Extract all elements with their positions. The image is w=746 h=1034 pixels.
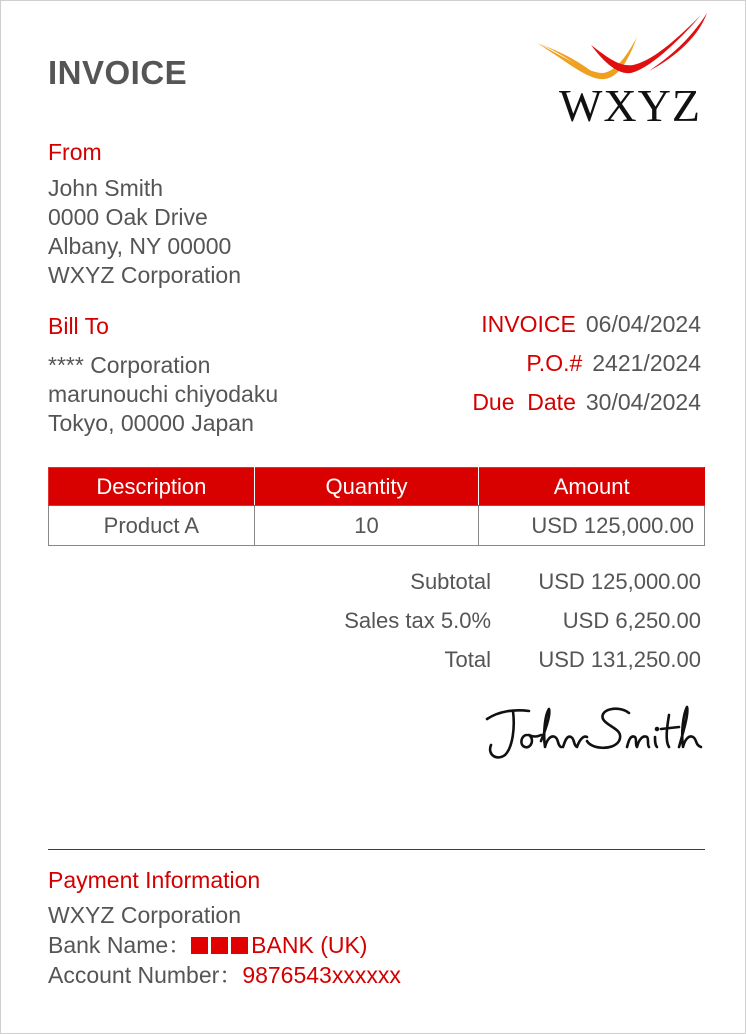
signature-image (479, 691, 709, 771)
bill-to-section (48, 313, 278, 438)
bill-to-heading: Bill To (48, 313, 109, 339)
invoice-date-row (472, 311, 701, 350)
bank-name-value: BANK (UK) (251, 932, 368, 958)
total-value: USD 131,250.00 (538, 647, 701, 672)
due-date-row (472, 389, 701, 428)
tax-row (344, 608, 701, 647)
subtotal-label: Subtotal (410, 569, 491, 594)
invoice-title: INVOICE (48, 54, 188, 91)
invoice-date-label: INVOICE (481, 311, 576, 337)
account-number-label: Account Number： (48, 962, 243, 988)
bill-to-line: **** Corporation (48, 352, 211, 378)
item-description: Product A (49, 506, 255, 546)
items-table (48, 467, 705, 546)
payment-heading: Payment Information (48, 867, 261, 893)
payment-company: WXYZ Corporation (48, 902, 242, 928)
totals-section (344, 569, 701, 686)
from-line: Albany, NY 00000 (48, 233, 232, 259)
invoice-meta (472, 311, 701, 428)
subtotal-row (344, 569, 701, 608)
redacted-square-icon (211, 937, 228, 954)
table-header-row (49, 468, 705, 506)
invoice-date-value: 06/04/2024 (585, 311, 701, 337)
from-line: WXYZ Corporation (48, 262, 242, 288)
item-quantity: 10 (254, 506, 479, 546)
logo-ribbon-icon (529, 11, 709, 91)
due-date-label: Due Date (472, 389, 576, 415)
column-header-amount: Amount (479, 468, 705, 506)
from-section (48, 139, 241, 290)
bank-name-label: Bank Name： (48, 932, 192, 958)
item-amount: USD 125,000.00 (479, 506, 705, 546)
due-date-value: 30/04/2024 (585, 389, 701, 415)
subtotal-value: USD 125,000.00 (538, 569, 701, 594)
company-logo (529, 11, 709, 131)
tax-label: Sales tax 5.0% (344, 608, 491, 633)
account-number-value: 9876543xxxxxx (242, 962, 401, 988)
po-row (472, 350, 701, 389)
po-label: P.O.# (526, 350, 583, 376)
column-header-quantity: Quantity (254, 468, 479, 506)
from-heading: From (48, 139, 102, 165)
logo-text: WXYZ (559, 80, 701, 131)
bill-to-line: Tokyo, 00000 Japan (48, 410, 254, 436)
po-value: 2421/2024 (592, 350, 701, 376)
total-row (344, 647, 701, 686)
payment-section (48, 867, 401, 990)
total-label: Total (444, 647, 491, 672)
bank-name-line (48, 930, 401, 960)
from-line: John Smith (48, 175, 164, 201)
footer-divider (48, 849, 705, 850)
account-number-line (48, 960, 401, 990)
column-header-description: Description (49, 468, 255, 506)
redacted-square-icon (191, 937, 208, 954)
table-row (49, 506, 705, 546)
bill-to-line: marunouchi chiyodaku (48, 381, 279, 407)
redacted-square-icon (231, 937, 248, 954)
from-line: 0000 Oak Drive (48, 204, 208, 230)
tax-value: USD 6,250.00 (562, 608, 701, 633)
